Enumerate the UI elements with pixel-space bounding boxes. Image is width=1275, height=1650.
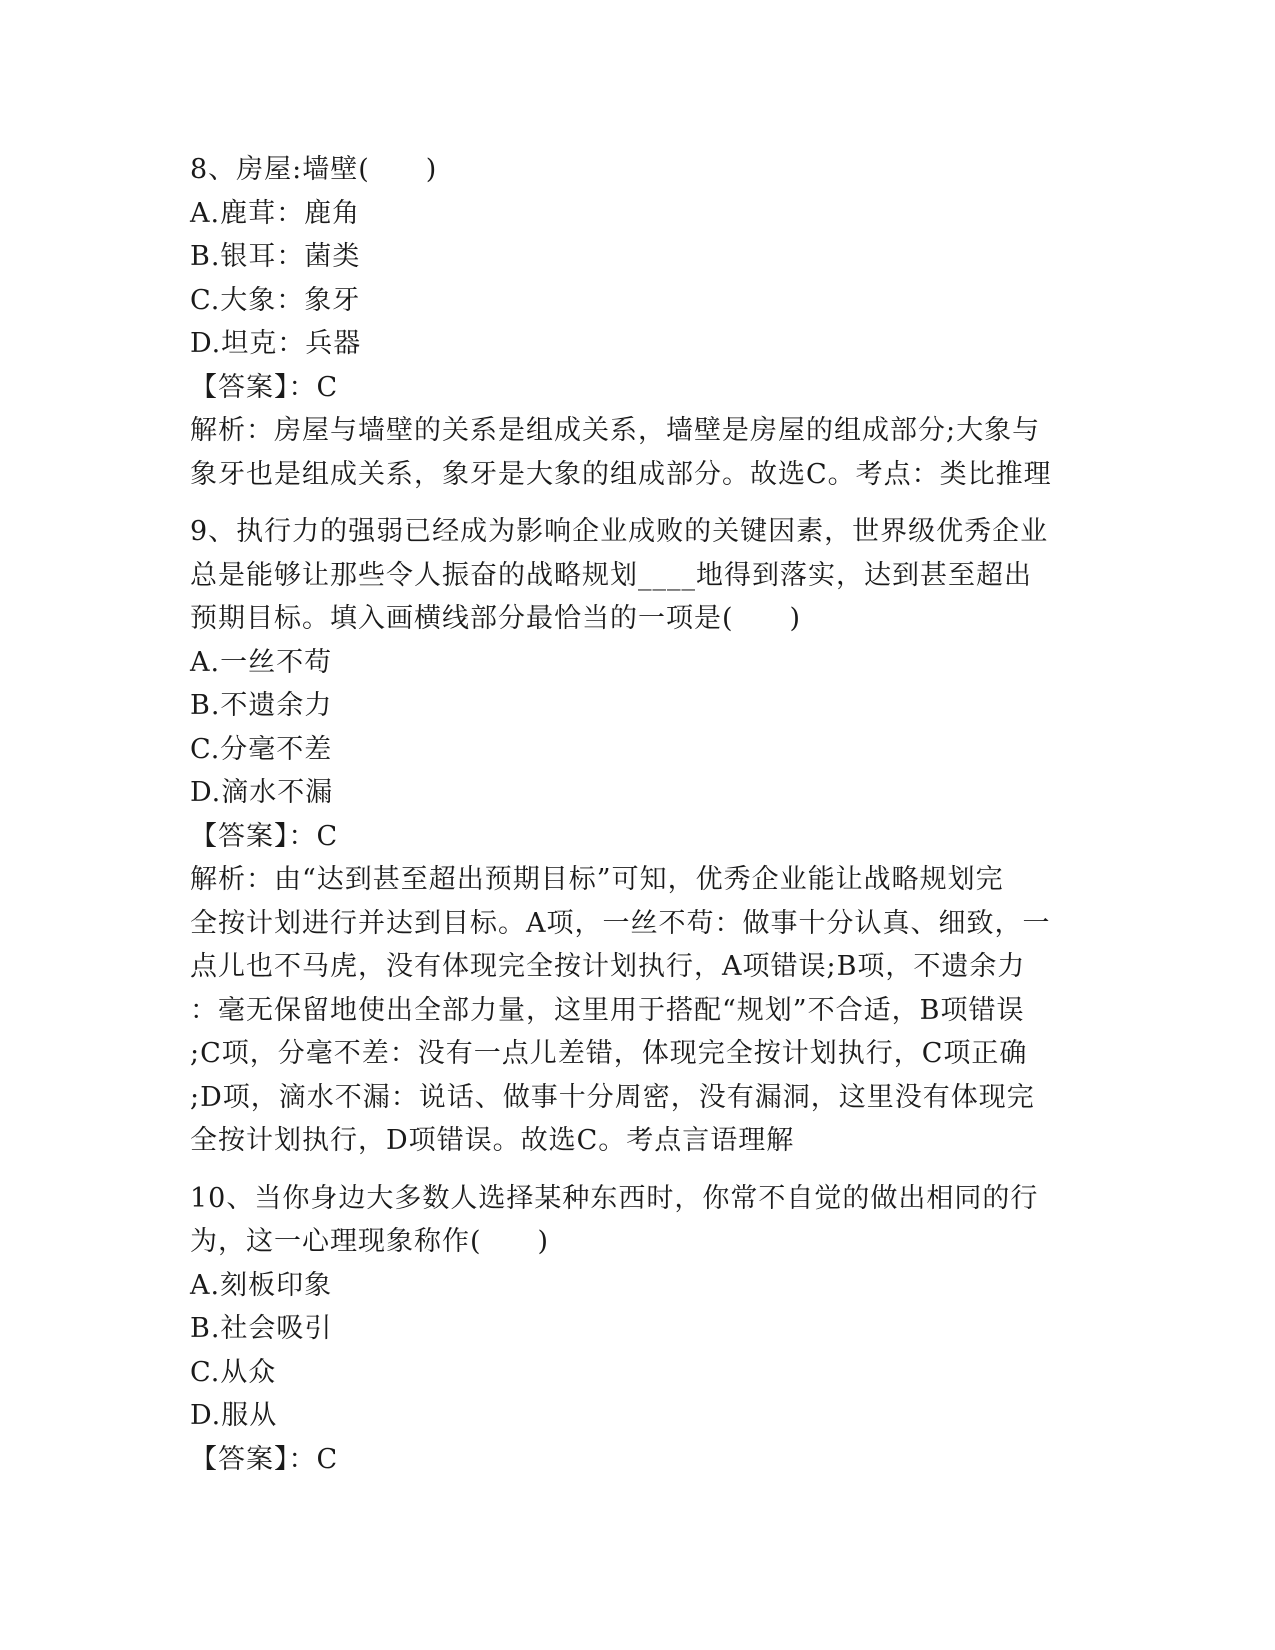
option-a: A.一丝不苟 bbox=[190, 646, 333, 678]
option-c: C.从众 bbox=[190, 1356, 277, 1388]
answer-line: 【答案】：C bbox=[190, 371, 339, 403]
question-9 bbox=[190, 510, 1090, 1163]
analysis-line: ：毫无保留地使出全部力量，这里用于搭配“规划”不合适，B项错误 bbox=[190, 994, 1025, 1026]
option-d: D.坦克：兵器 bbox=[190, 328, 362, 359]
answer-line: 【答案】：C bbox=[190, 820, 339, 852]
answer-line: 【答案】：C bbox=[190, 1443, 339, 1475]
analysis-line: 象牙也是组成关系，象牙是大象的组成部分。故选C。考点：类比推理 bbox=[190, 458, 1052, 490]
option-d: D.服从 bbox=[190, 1400, 278, 1431]
option-b: B.社会吸引 bbox=[190, 1313, 333, 1344]
option-b: B.不遗余力 bbox=[190, 690, 333, 721]
question-stem-line: 总是能够让那些令人振奋的战略规划____地得到落实，达到甚至超出 bbox=[190, 559, 1032, 591]
document-page bbox=[190, 148, 1090, 1481]
option-b: B.银耳：菌类 bbox=[190, 241, 361, 272]
question-10 bbox=[190, 1177, 1090, 1482]
option-c: C.分毫不差 bbox=[190, 733, 333, 765]
analysis-line: 点儿也不马虎，没有体现完全按计划执行，A项错误;B项，不遗余力 bbox=[190, 951, 1026, 982]
analysis-line: ;C项，分毫不差：没有一点儿差错，体现完全按计划执行，C项正确 bbox=[190, 1038, 1028, 1069]
option-d: D.滴水不漏 bbox=[190, 777, 334, 808]
question-stem-line: 9、执行力的强弱已经成为影响企业成败的关键因素，世界级优秀企业 bbox=[190, 516, 1049, 547]
option-a: A.刻板印象 bbox=[190, 1269, 333, 1301]
analysis-line: 解析：房屋与墙壁的关系是组成关系，墙壁是房屋的组成部分;大象与 bbox=[190, 415, 1041, 446]
question-stem-line: 预期目标。填入画横线部分最恰当的一项是( ) bbox=[190, 603, 802, 634]
question-spacer bbox=[190, 496, 1090, 510]
analysis-line: 解析：由“达到甚至超出预期目标”可知，优秀企业能让战略规划完 bbox=[190, 864, 1004, 895]
question-spacer bbox=[190, 1163, 1090, 1177]
question-stem-line: 为，这一心理现象称作( ) bbox=[190, 1226, 550, 1257]
question-8 bbox=[190, 148, 1090, 496]
option-a: A.鹿茸：鹿角 bbox=[190, 197, 361, 229]
option-c: C.大象：象牙 bbox=[190, 284, 361, 316]
analysis-line: ;D项，滴水不漏：说话、做事十分周密，没有漏洞，这里没有体现完 bbox=[190, 1081, 1035, 1113]
question-stem-line: 10、当你身边大多数人选择某种东西时，你常不自觉的做出相同的行 bbox=[190, 1182, 1039, 1214]
analysis-line: 全按计划进行并达到目标。A项，一丝不苟：做事十分认真、细致，一 bbox=[190, 907, 1051, 939]
analysis-line: 全按计划执行，D项错误。故选C。考点言语理解 bbox=[190, 1125, 795, 1156]
question-stem-line: 8、房屋:墙壁( ) bbox=[190, 154, 438, 185]
